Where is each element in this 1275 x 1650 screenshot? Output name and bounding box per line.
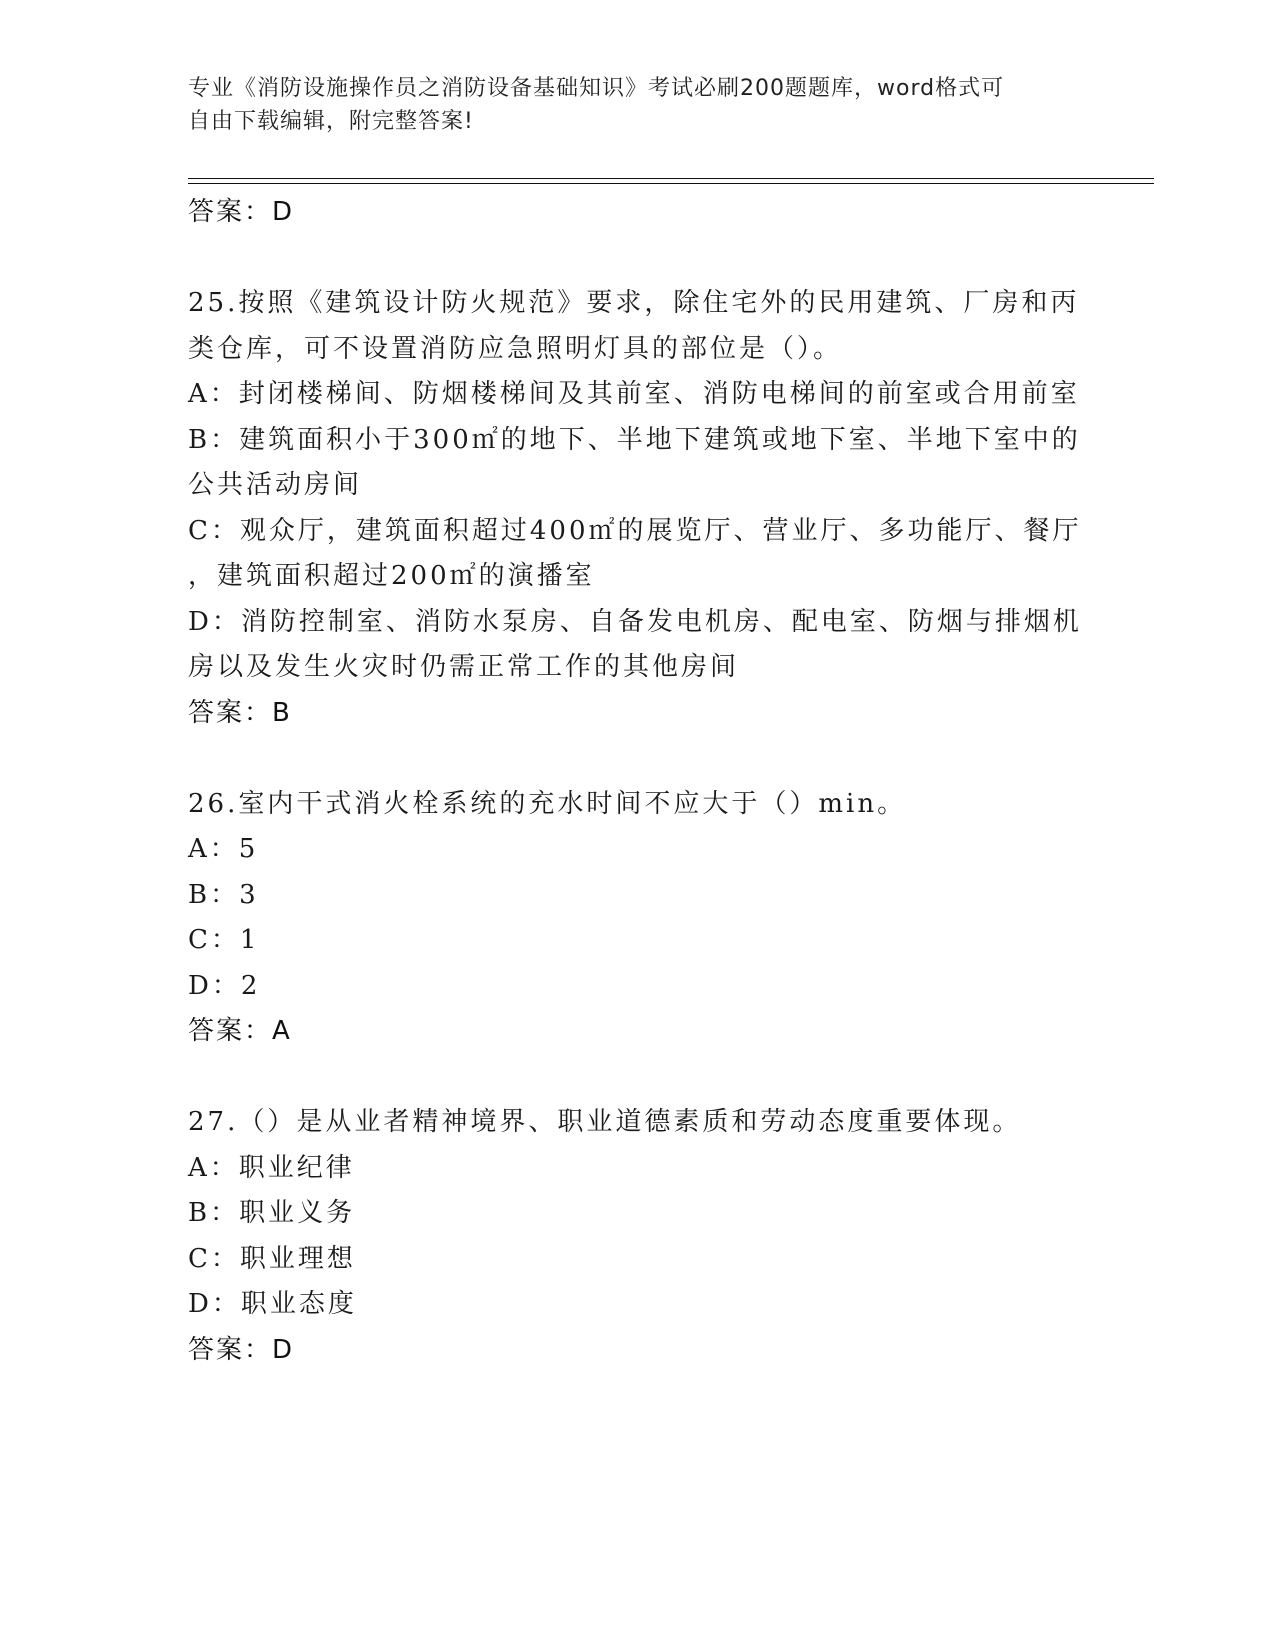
- header-rule-top: [188, 178, 1154, 179]
- option-c: C：观众厅，建筑面积超过400㎡的展览厅、营业厅、多功能厅、餐厅: [188, 515, 1082, 546]
- option-b: B：职业义务: [188, 1198, 356, 1228]
- header-line-1: 专业《消防设施操作员之消防设备基础知识》考试必刷200题题库，word格式可: [188, 76, 1005, 101]
- header-line-2: 自由下载编辑，附完整答案!: [188, 109, 474, 134]
- option-c: C：1: [188, 925, 260, 955]
- question-line: 26.室内干式消火栓系统的充水时间不应大于（）min。: [188, 788, 907, 819]
- question-27: [188, 1100, 1088, 1373]
- option-c: C：职业理想: [188, 1243, 356, 1274]
- answer-27: 答案：D: [188, 1334, 295, 1365]
- option-a: A：5: [188, 834, 259, 864]
- answer-26: 答案：A: [188, 1016, 292, 1046]
- question-26: [188, 782, 1088, 1055]
- question-list: [188, 190, 1088, 1373]
- option-d: D：2: [188, 970, 261, 1001]
- previous-answer: 答案：D: [188, 197, 295, 227]
- question-line: 类仓库，可不设置消防应急照明灯具的部位是（）。: [188, 333, 843, 364]
- answer-25: 答案：B: [188, 697, 292, 728]
- option-b: B：3: [188, 879, 259, 910]
- question-25: [188, 281, 1088, 736]
- option-d-continued: 房以及发生火灾时仍需正常工作的其他房间: [188, 652, 740, 682]
- document-header: [188, 72, 1068, 138]
- question-line: 27.（）是从业者精神境界、职业道德素质和劳动态度重要体现。: [188, 1107, 1022, 1137]
- option-d: D：消防控制室、消防水泵房、自备发电机房、配电室、防烟与排烟机: [188, 606, 1082, 637]
- option-b-continued: 公共活动房间: [188, 470, 363, 500]
- option-a: A：封闭楼梯间、防烟楼梯间及其前室、消防电梯间的前室或合用前室: [188, 379, 1080, 409]
- option-d: D：职业态度: [188, 1289, 357, 1319]
- option-b: B：建筑面积小于300㎡的地下、半地下建筑或地下室、半地下室中的: [188, 424, 1081, 455]
- header-rule-bottom: [188, 183, 1154, 184]
- option-c-continued: ，建筑面积超过200㎡的演播室: [188, 561, 595, 591]
- question-line: 25.按照《建筑设计防火规范》要求，除住宅外的民用建筑、厂房和丙: [188, 288, 1080, 318]
- option-a: A：职业纪律: [188, 1152, 355, 1183]
